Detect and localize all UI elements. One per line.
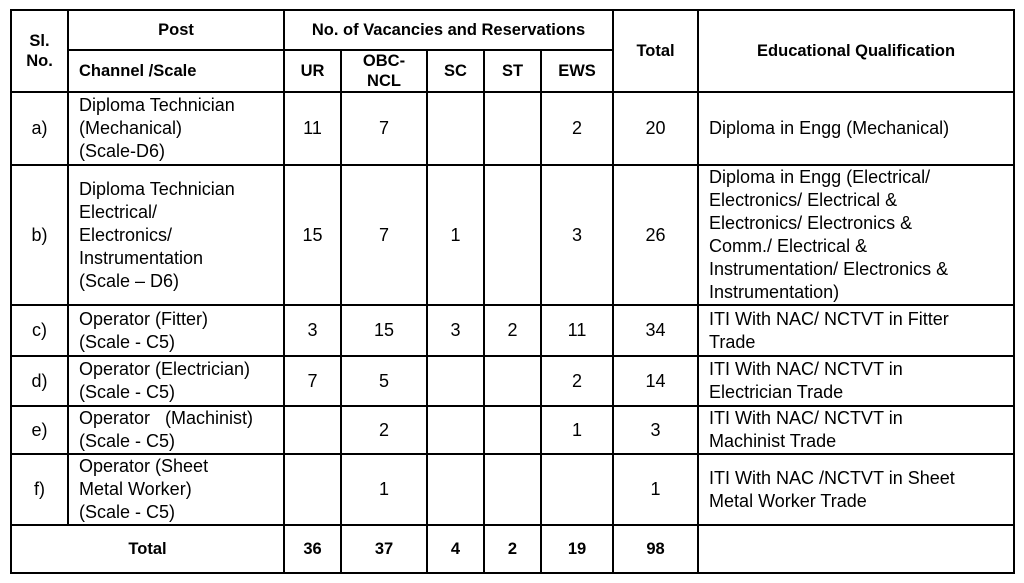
row-post: Operator (Sheet Metal Worker) (Scale - C5) — [68, 454, 284, 525]
row-total: 20 — [613, 92, 698, 165]
totals-total: 98 — [613, 525, 698, 573]
row-qualification: Diploma in Engg (Electrical/ Electronics/ Electrical & Electronics/ Electronics & Comm./ Electrical & Instrumentation/ Electronics & Instrumentation) — [698, 165, 1014, 305]
row-ews: 11 — [541, 305, 613, 356]
row-qualification: Diploma in Engg (Mechanical) — [698, 92, 1014, 165]
row-obc: 15 — [341, 305, 427, 356]
row-sl: e) — [11, 406, 68, 454]
row-ur — [284, 454, 341, 525]
row-qualification: ITI With NAC /NCTVT in Sheet Metal Worker Trade — [698, 454, 1014, 525]
row-ews: 1 — [541, 406, 613, 454]
row-total: 14 — [613, 356, 698, 406]
totals-st: 2 — [484, 525, 541, 573]
row-sl: f) — [11, 454, 68, 525]
row-total: 34 — [613, 305, 698, 356]
row-qualification: ITI With NAC/ NCTVT in Fitter Trade — [698, 305, 1014, 356]
header-ur: UR — [284, 50, 341, 92]
row-st — [484, 356, 541, 406]
row-ur: 11 — [284, 92, 341, 165]
row-sl: d) — [11, 356, 68, 406]
row-ur — [284, 406, 341, 454]
header-ews: EWS — [541, 50, 613, 92]
header-sl-no: Sl. No. — [11, 10, 68, 92]
row-st — [484, 454, 541, 525]
table-row — [11, 406, 1014, 454]
row-qualification: ITI With NAC/ NCTVT in Machinist Trade — [698, 406, 1014, 454]
header-post: Post — [68, 10, 284, 50]
row-obc: 7 — [341, 92, 427, 165]
row-ur: 3 — [284, 305, 341, 356]
row-post: Diploma Technician (Mechanical) (Scale-D6) — [68, 92, 284, 165]
table-row — [11, 92, 1014, 165]
row-ews: 2 — [541, 92, 613, 165]
row-ews: 2 — [541, 356, 613, 406]
row-st — [484, 92, 541, 165]
row-obc: 2 — [341, 406, 427, 454]
header-qualification: Educational Qualification — [698, 10, 1014, 92]
row-total: 3 — [613, 406, 698, 454]
row-sc: 3 — [427, 305, 484, 356]
row-obc: 5 — [341, 356, 427, 406]
row-sl: c) — [11, 305, 68, 356]
row-sc — [427, 92, 484, 165]
table-row — [11, 305, 1014, 356]
row-qualification: ITI With NAC/ NCTVT in Electrician Trade — [698, 356, 1014, 406]
row-post: Operator (Machinist) (Scale - C5) — [68, 406, 284, 454]
row-st: 2 — [484, 305, 541, 356]
totals-qualification — [698, 525, 1014, 573]
row-ews: 3 — [541, 165, 613, 305]
row-sc — [427, 406, 484, 454]
header-channel-scale: Channel /Scale — [68, 50, 284, 92]
totals-ur: 36 — [284, 525, 341, 573]
vacancy-table — [10, 9, 1015, 574]
row-post: Diploma Technician Electrical/ Electronics/ Instrumentation (Scale – D6) — [68, 165, 284, 305]
row-ews — [541, 454, 613, 525]
row-post: Operator (Fitter) (Scale - C5) — [68, 305, 284, 356]
totals-row — [11, 525, 1014, 573]
table-row — [11, 454, 1014, 525]
row-sc: 1 — [427, 165, 484, 305]
row-sl: b) — [11, 165, 68, 305]
header-total: Total — [613, 10, 698, 92]
row-sc — [427, 454, 484, 525]
row-sc — [427, 356, 484, 406]
row-obc: 1 — [341, 454, 427, 525]
table-row — [11, 165, 1014, 305]
row-post: Operator (Electrician) (Scale - C5) — [68, 356, 284, 406]
header-obc-ncl: OBC- NCL — [341, 50, 427, 92]
row-ur: 7 — [284, 356, 341, 406]
table-row — [11, 356, 1014, 406]
row-ur: 15 — [284, 165, 341, 305]
header-st: ST — [484, 50, 541, 92]
row-total: 26 — [613, 165, 698, 305]
row-st — [484, 165, 541, 305]
totals-ews: 19 — [541, 525, 613, 573]
totals-sc: 4 — [427, 525, 484, 573]
row-sl: a) — [11, 92, 68, 165]
totals-obc: 37 — [341, 525, 427, 573]
row-st — [484, 406, 541, 454]
header-vacancies: No. of Vacancies and Reservations — [284, 10, 613, 50]
vacancy-table-wrapper — [10, 9, 1015, 574]
header-sc: SC — [427, 50, 484, 92]
row-total: 1 — [613, 454, 698, 525]
row-obc: 7 — [341, 165, 427, 305]
totals-label: Total — [11, 525, 284, 573]
